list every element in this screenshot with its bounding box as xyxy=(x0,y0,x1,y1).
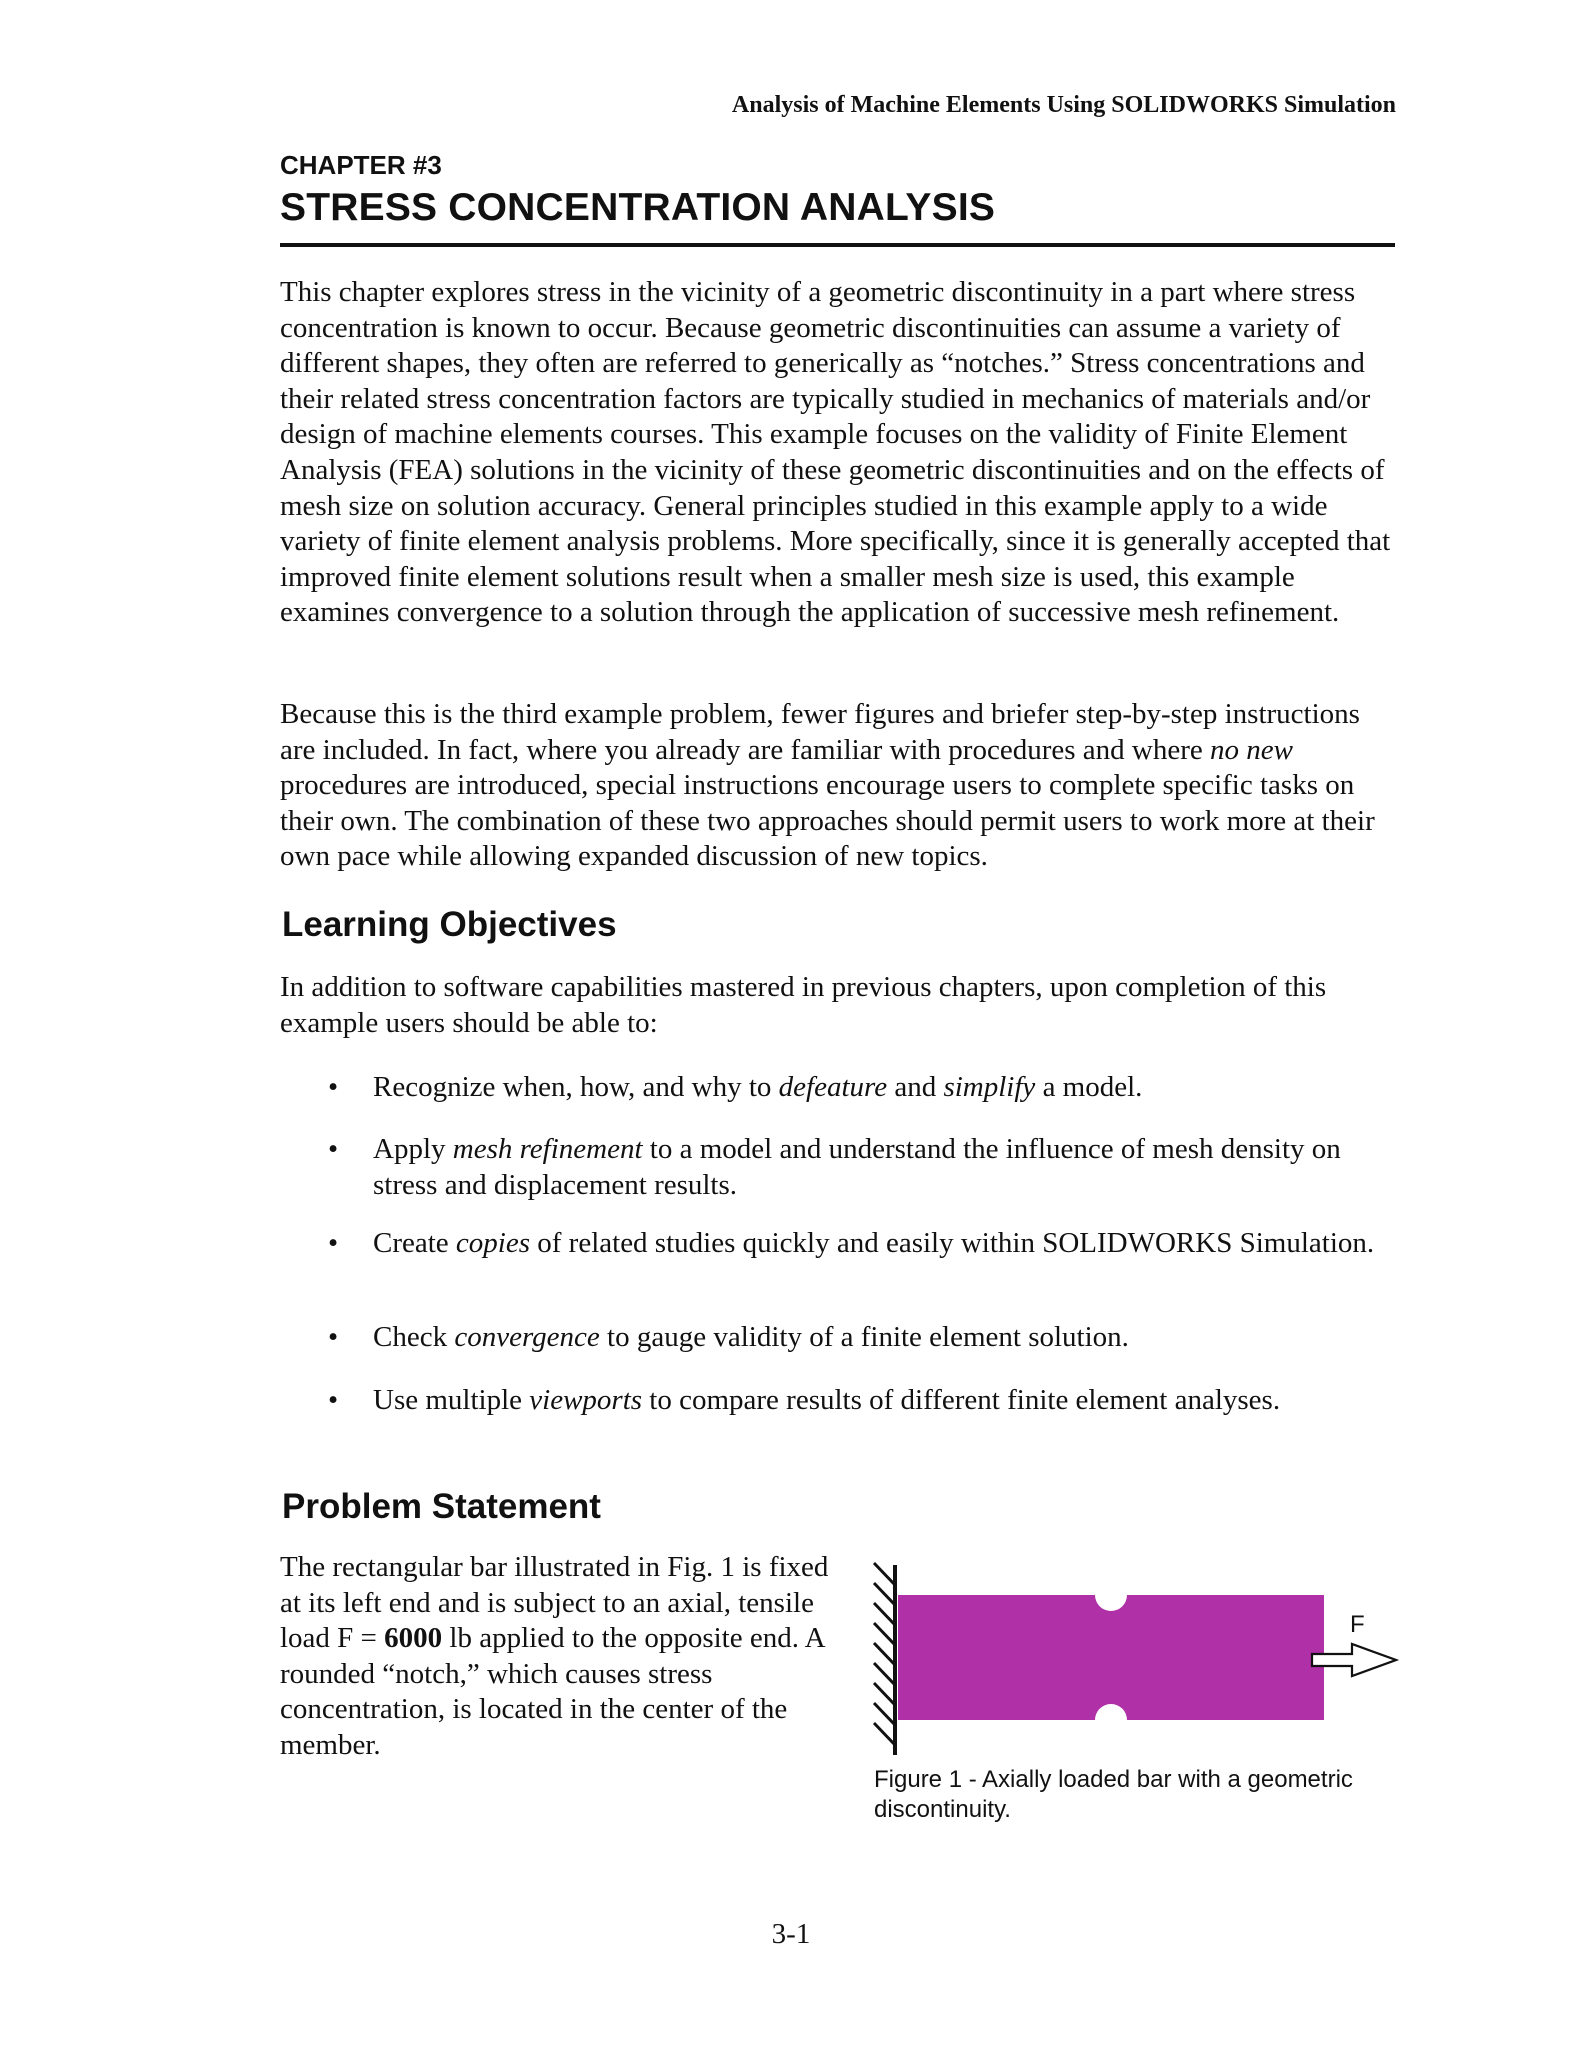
intro-paragraph-1: This chapter explores stress in the vicinity of a geometric discontinuity in a part where stress concentration is known to occur. Because geometric discontinuities can assume a variety of different shapes, they often are referred to generically as “notches.” Stress concentrations and their related stress concentration factors are typically studied in mechanics of materials and/or design of machine elements courses. This example focuses on the validity of Finite Element Analysis (FEA) solutions in the vicinity of these geometric discontinuities and on the effects of mesh size on solution accuracy. General principles studied in this example apply to a wide variety of finite element analysis problems. More specifically, since it is generally accepted that improved finite element solutions result when a smaller mesh size is used, this example examines convergence to a solution through the application of successive mesh refinement. xyxy=(280,276,1391,629)
objective-keyword: viewports xyxy=(529,1384,643,1416)
objective-keyword: convergence xyxy=(454,1321,600,1353)
chapter-title: STRESS CONCENTRATION ANALYSIS xyxy=(280,186,996,229)
objective-text-end: a model. xyxy=(1035,1071,1143,1103)
problem-text-start: The rectangular bar illustrated in Fig. 1 is fixed at its left end and is subject to an axial, tensile load F = xyxy=(280,1551,829,1655)
bullet-icon: • xyxy=(328,1321,339,1353)
objective-keyword-2: simplify xyxy=(943,1071,1036,1103)
intro-paragraph-2-text: Because this is the third example problem, fewer figures and briefer step-by-step instructions are included. In fact, where you already are familiar with procedures and where xyxy=(280,698,1360,766)
problem-text-end: lb applied to the opposite end. A rounded “notch,” which causes stress concentration, is located in the center of the member. xyxy=(280,1622,824,1761)
intro-paragraph-2 xyxy=(280,697,1400,875)
objective-text xyxy=(373,1226,1393,1262)
objective-text-end: to compare results of different finite element analyses. xyxy=(642,1384,1281,1416)
objective-text-end: to a model and understand the influence of mesh density on stress and displacement results. xyxy=(373,1133,1341,1201)
objective-keyword: copies xyxy=(455,1227,531,1259)
objective-text-start: Create xyxy=(373,1227,456,1259)
bullet-icon: • xyxy=(328,1384,339,1416)
objective-text-start: Recognize when, how, and why to xyxy=(373,1071,779,1103)
page-number: 3-1 xyxy=(771,1918,811,1950)
learning-objectives-heading: Learning Objectives xyxy=(282,905,617,944)
fixed-support-icon xyxy=(874,1563,895,1755)
objective-keyword: defeature xyxy=(778,1071,888,1103)
objective-text-start: Check xyxy=(373,1321,455,1353)
chapter-label: CHAPTER #3 xyxy=(280,150,442,180)
objective-text xyxy=(373,1070,1393,1106)
objective-keyword: mesh refinement xyxy=(452,1133,643,1165)
force-label: F xyxy=(1350,1611,1365,1638)
load-value: 6000 xyxy=(384,1622,443,1655)
bullet-icon: • xyxy=(328,1133,339,1165)
objective-text-end: of related studies quickly and easily within SOLIDWORKS Simulation. xyxy=(530,1227,1375,1259)
learning-objectives-intro: In addition to software capabilities mastered in previous chapters, upon completion of this example users should be able to: xyxy=(280,971,1327,1039)
intro-paragraph-2-text-end: procedures are introduced, special instructions encourage users to complete specific tasks on their own. The combination of these two approaches should permit users to work more at their own pace while allowing expanded discussion of new topics. xyxy=(280,769,1375,873)
notched-bar xyxy=(898,1595,1324,1720)
force-arrow-icon xyxy=(1312,1644,1396,1676)
problem-statement-text xyxy=(280,1550,840,1764)
bullet-icon: • xyxy=(328,1071,339,1103)
figure-bar-diagram xyxy=(862,1555,1422,1760)
objective-text xyxy=(373,1383,1393,1419)
bullet-icon: • xyxy=(328,1227,339,1259)
title-rule xyxy=(280,243,1395,247)
objective-text-start: Use multiple xyxy=(373,1384,530,1416)
problem-statement-heading: Problem Statement xyxy=(282,1487,601,1526)
figure-caption: Figure 1 - Axially loaded bar with a geometric discontinuity. xyxy=(874,1766,1353,1823)
running-header: Analysis of Machine Elements Using SOLIDWORKS Simulation xyxy=(731,92,1396,118)
objective-text-end: to gauge validity of a finite element solution. xyxy=(599,1321,1129,1353)
objective-text xyxy=(373,1132,1393,1203)
intro-paragraph-2-emphasis: no new xyxy=(1209,733,1293,766)
objective-text xyxy=(373,1320,1393,1356)
objective-text-start: Apply xyxy=(373,1133,453,1165)
objective-text-middle: and xyxy=(887,1071,944,1103)
